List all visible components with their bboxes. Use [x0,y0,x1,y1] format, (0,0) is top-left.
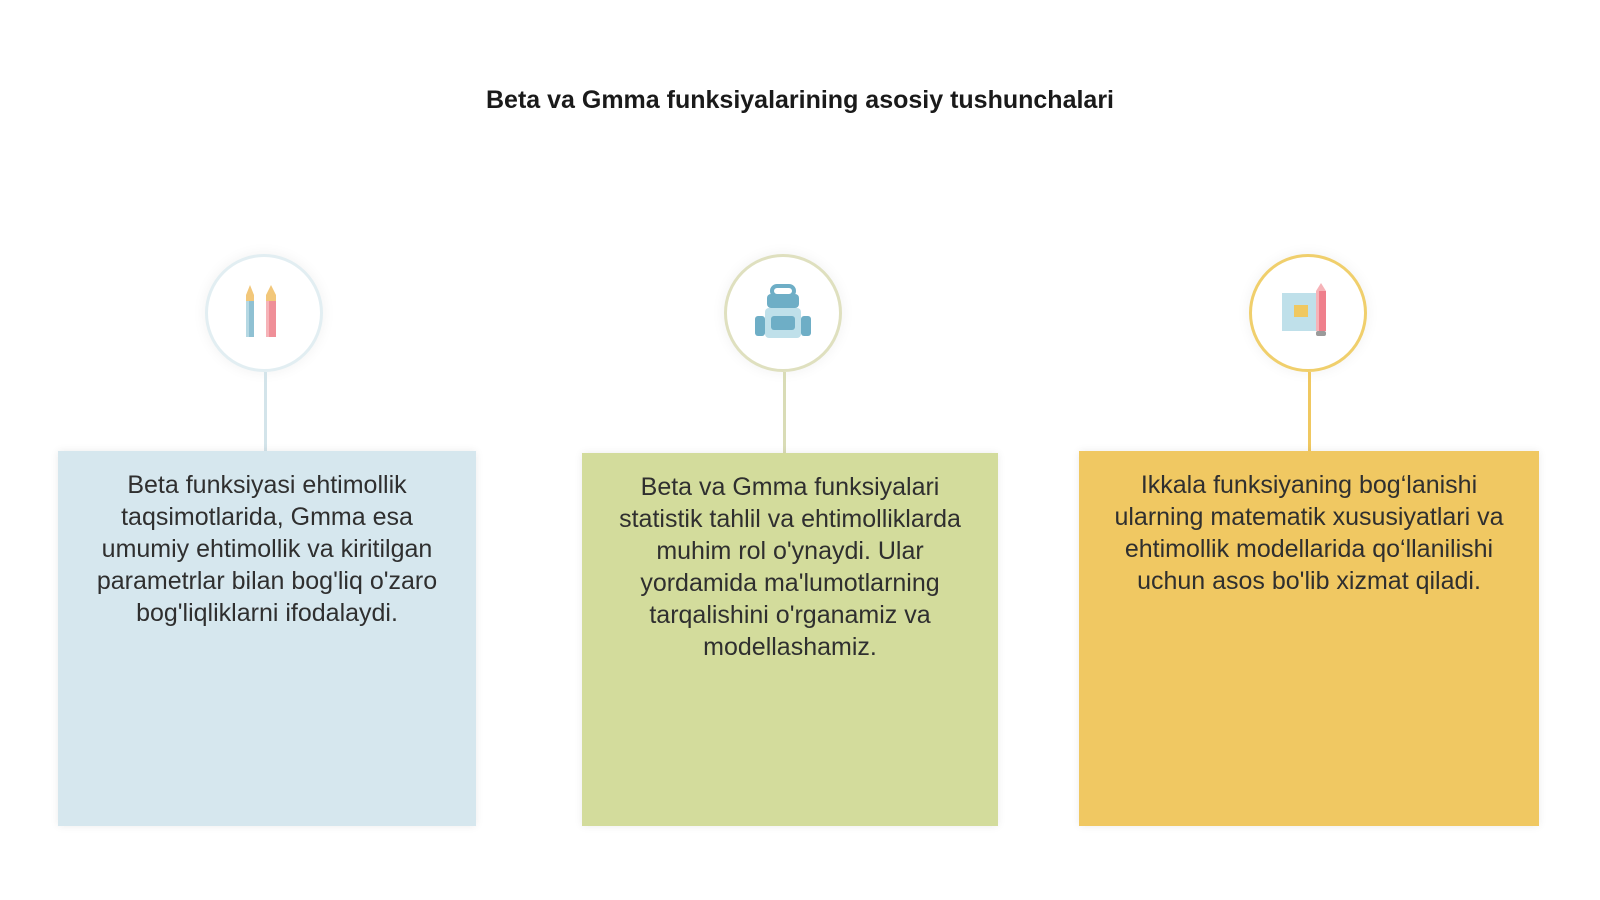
concept-text: Beta va Gmma funksiyalari statistik tahlil va ehtimolliklarda muhim rol o'ynaydi. Ular yordamida ma'lumotlarning tarqalishini o'rganamiz va modellashamiz. [619,473,961,661]
page-title: Beta va Gmma funksiyalarining asosiy tushunchalari [486,86,1114,114]
icon-circle [1249,254,1367,372]
concept-card-text-box [582,453,998,826]
connector-line [264,372,267,452]
concept-card-text-box [58,451,476,826]
concept-text: Beta funksiyasi ehtimollik taqsimotlarida, Gmma esa umumiy ehtimollik va kiritilgan parametrlar bilan bog'liq o'zaro bog'liqliklarni ifodalaydi. [96,471,438,627]
picture-pencil-icon [1276,281,1340,345]
concept-card-text-box [1079,451,1539,826]
connector-line [1308,372,1311,452]
concept-text: Ikkala funksiyaning bog‘lanishi ularning matematik xususiyatlari va ehtimollik modellarida qo‘llanilishi uchun asos bo'lib xizmat qiladi. [1114,471,1504,595]
backpack-icon [751,282,815,344]
icon-circle [205,254,323,372]
icon-circle [724,254,842,372]
connector-line [783,372,786,454]
pencils-icon [236,281,292,345]
